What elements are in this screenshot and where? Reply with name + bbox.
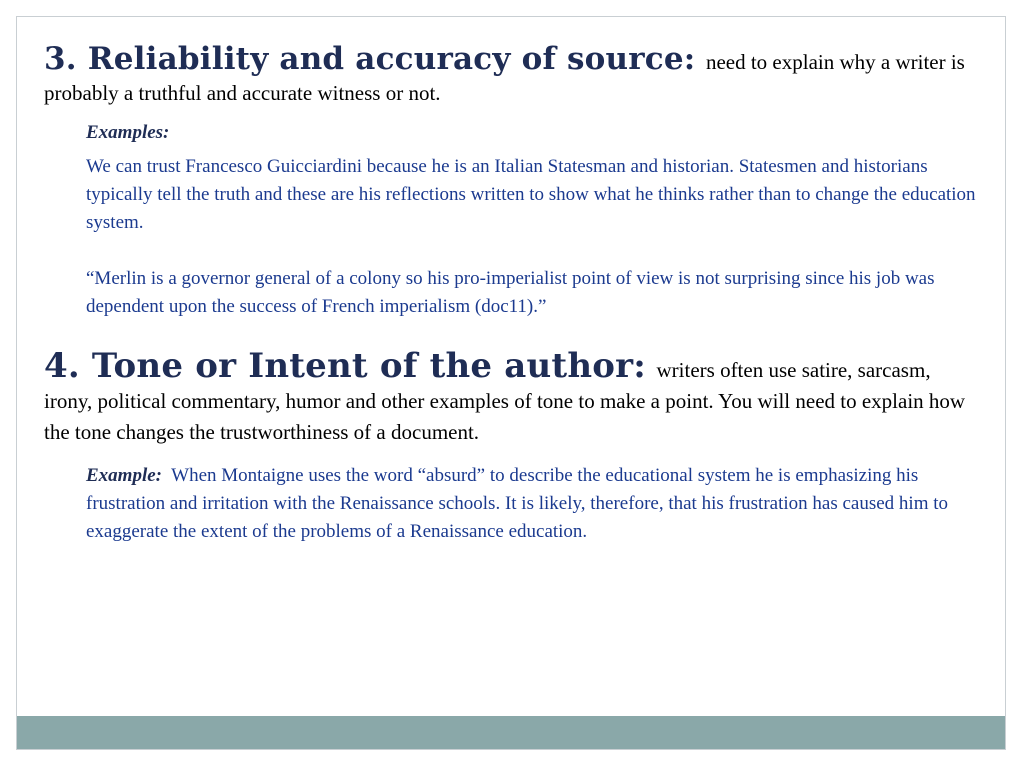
section-reliability-heading: 3. Reliability and accuracy of source: — [44, 41, 696, 77]
section-reliability-text: need to explain why a writer is probably a truthful and accurate witness or not. — [44, 50, 965, 105]
example-label: Example: — [86, 465, 162, 486]
section-tone-example — [86, 462, 976, 546]
section-tone-text: writers often use satire, sarcasm, irony, political commentary, humor and other examples of tone to make a point. You will need to explain how the tone changes the trustworthiness of a document. — [44, 358, 966, 444]
example-montaigne-text: When Montaigne uses the word “absurd” to describe the educational system he is emphasizing his frustration and irritation with the Renaissance schools. It is likely, therefore, that his frustration has caused him to exaggerate the extent of the problems of a Renaissance education. — [86, 465, 948, 542]
slide-content — [44, 41, 976, 546]
section-reliability-paragraph — [44, 41, 974, 109]
example-guicciardini: We can trust Francesco Guicciardini because he is an Italian Statesman and historian. Statesmen and historians typically tell the truth and these are his reflections written to show what he thinks rather than to change the education system. — [86, 156, 976, 233]
examples-label: Examples: — [86, 122, 170, 143]
section-tone — [44, 346, 974, 546]
section-tone-heading: 4. Tone or Intent of the author: — [44, 346, 646, 386]
section-tone-paragraph — [44, 346, 974, 448]
section-reliability — [44, 41, 976, 321]
example-merlin: “Merlin is a governor general of a colony so his pro-imperialist point of view is not surprising since his job was dependent upon the success of French imperialism (doc11).” — [86, 268, 935, 317]
example-montaigne — [86, 462, 976, 546]
footer-bar — [17, 716, 1005, 749]
section-reliability-examples — [86, 119, 976, 321]
